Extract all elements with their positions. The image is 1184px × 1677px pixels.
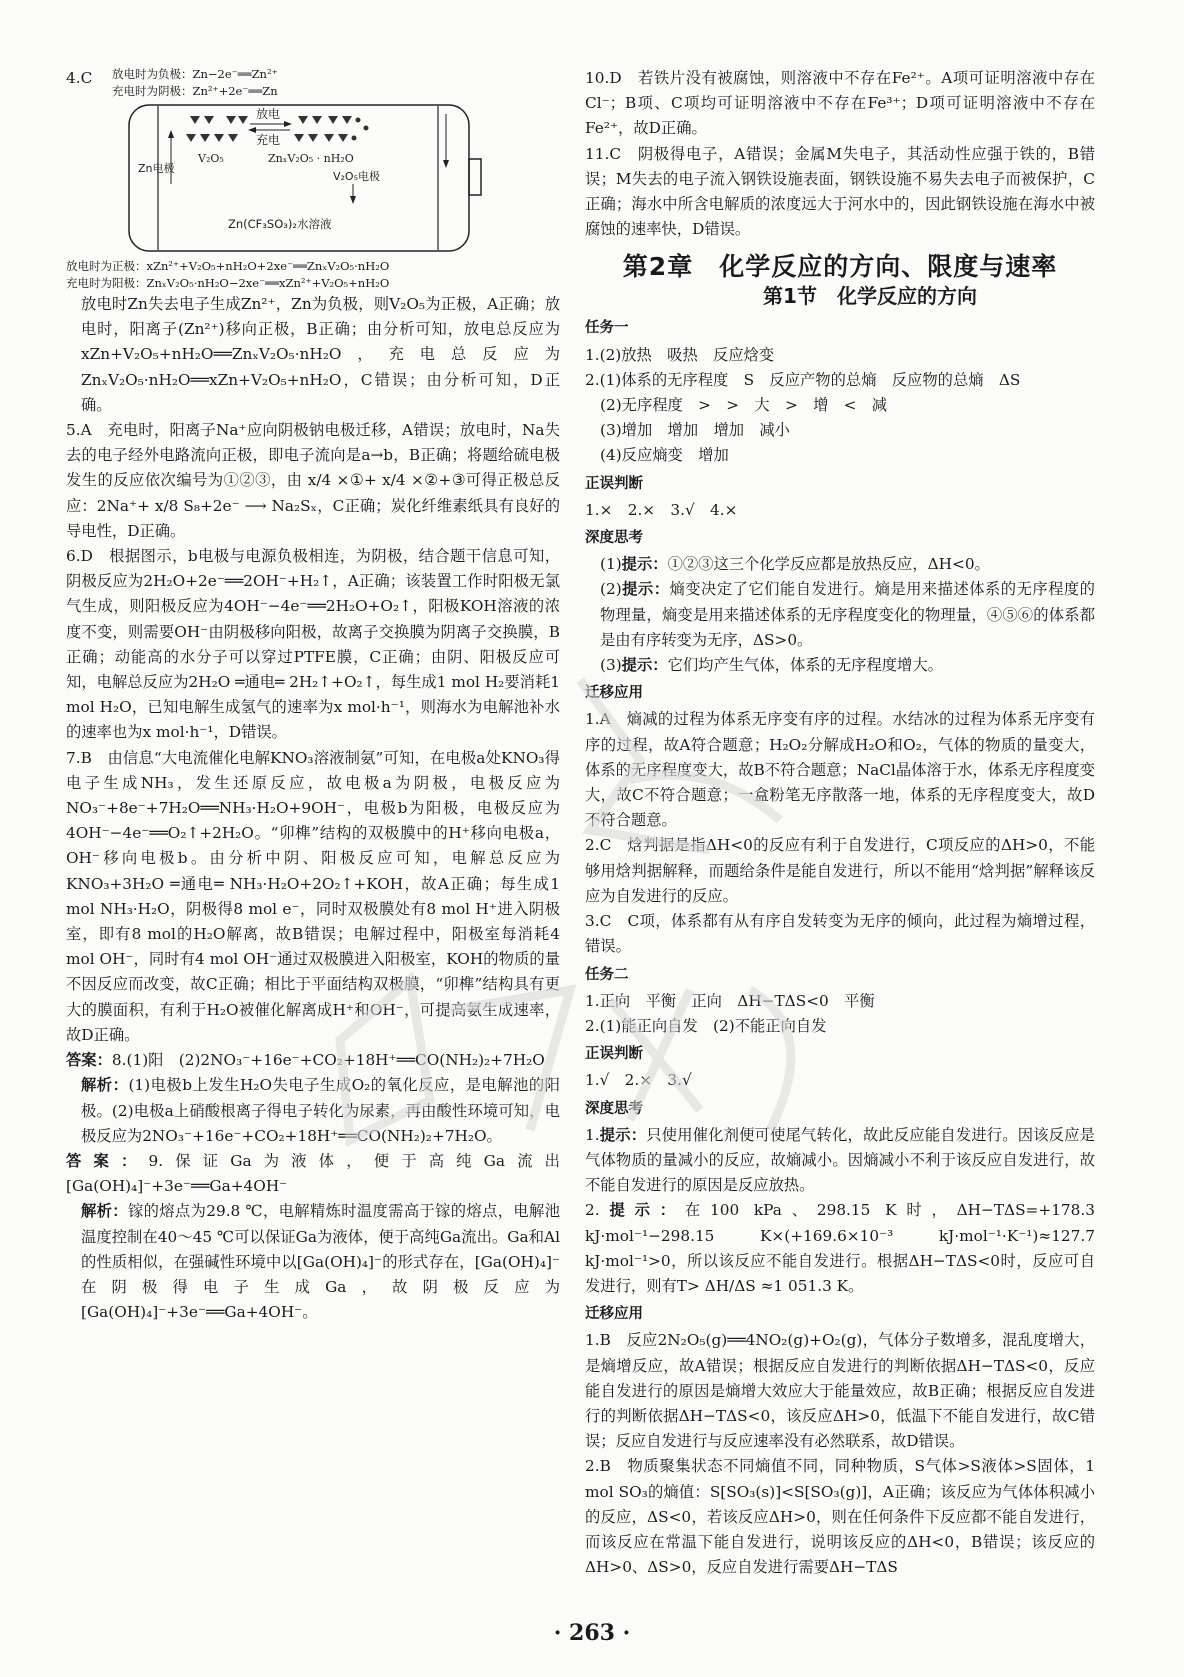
zn-arrow-head (168, 130, 174, 138)
judge1-answers: 1.× 2.× 3.√ 4.× (585, 500, 738, 519)
judge2-heading: 正误判断 (585, 1046, 643, 1063)
deep1-item3 (585, 653, 1095, 678)
q4-header (66, 66, 560, 100)
deep1-item2-text: 熵变决定了它们能自发进行。熵是用来描述体系的无序程度的物理量，熵变是用来描述体系的无序程度变化的物理量，④⑤⑥的体系都是由有序转变为无序，ΔS>0。 (600, 580, 1095, 649)
deep1-item3-hint: 提示： (621, 656, 668, 675)
v2o5-label: V₂O₅ (198, 152, 224, 165)
q8-answer-label: 答案： (66, 1051, 112, 1070)
q4-charge-anode: 充电时为阳极：ZnₓV₂O₅·nH₂O−2xe⁻══xZn²⁺+V₂O₅+nH₂O (66, 276, 390, 290)
v2o5-electrode-label: V₂O₅电极 (333, 170, 381, 183)
deep2-item1 (585, 1123, 1095, 1199)
task1-item2d: (4)反应熵变 增加 (600, 446, 729, 465)
right-wire-arrow-head (443, 160, 449, 168)
q9-explanation (66, 1199, 560, 1325)
znxv2o5-label: ZnₓV₂O₅ · nH₂O (268, 152, 354, 165)
deep2-item2-text: 在100 kPa、298.15 K时，ΔH−TΔS=+178.3 kJ·mol⁻¹−298.15 K×(+169.6×10⁻³ kJ·mol⁻¹·K⁻¹)≈127.7 kJ·mol⁻¹>0，所以该反应不能自发进行。根据ΔH−TΔS<0时，反应可自发进行，则有T> ΔH/ΔS ≈1 051.3 K。 (585, 1201, 1095, 1295)
q4-discharge-negative: 放电时为负极：Zn−2e⁻══Zn²⁺ (112, 67, 278, 81)
deep2-item2-num: 2. (585, 1201, 600, 1220)
q5-answer: 5.A 充电时，阳离子Na⁺应向阴极钠电极迁移，A错误；放电时，Na失去的电子经外电路流向正极，即电子流向是a→b，B正确；将题给硫电极发生的反应依次编号为①②③，由 x/4 ×①+ x/4 ×②+③可得正极总反应：2Na⁺+ x/8 S₈+2e⁻ ⟶ Na₂Sₓ，C正确；炭化纤维素纸具有良好的导电性，D正确。 (66, 421, 560, 540)
judge1-heading: 正误判断 (585, 475, 643, 492)
judge2-answers: 1.√ 2.× 3.√ (585, 1071, 692, 1090)
q9-answer (66, 1149, 576, 1199)
znv2o5-crystals (294, 116, 369, 142)
apply1-item1: 1.A 熵减的过程为体系无序变有序的过程。水结冰的过程为体系无序变有序的过程，故A符合题意；H₂O₂分解成H₂O和O₂，气体的物质的量变大，体系的无序程度变大，故B不符合题意；NaCl晶体溶于水，体系无序程度变大，故C不符合题意；一盒粉笔无序散落一地，体系的无序程度变大，故D不符合题意。 (585, 710, 1095, 830)
task2-heading: 任务二 (585, 966, 629, 983)
page-number: · 263 · (553, 1620, 631, 1646)
q8-answer (66, 1048, 560, 1073)
right-column (585, 66, 1095, 1580)
apply2-item1: 1.B 反应2N₂O₅(g)══4NO₂(g)+O₂(g)，气体分子数增多，混乱度增大，是熵增反应，故A错误；根据反应自发进行的判断依据ΔH−TΔS<0，反应能自发进行的原因是熵增大效应大于能量效应，故B正确；根据反应自发进行的判断依据ΔH−TΔS<0，该反应ΔH>0，低温下不能自发进行，故C错误；反应自发进行与反应速率没有必然联系，故D错误。 (585, 1331, 1095, 1451)
deep1-item1-num: (1) (600, 555, 622, 574)
v2o5-electrode-arrow-head (350, 196, 356, 204)
battery-diagram (128, 104, 488, 254)
task1-item2: 2.(1)体系的无序程度 S 反应产物的总熵 反应物的总熵 ΔS (585, 370, 1021, 389)
discharge-label: 放电 (256, 107, 281, 121)
q4-discharge-positive: 放电时为正极：xZn²⁺+V₂O₅+nH₂O+2xe⁻══ZnₓV₂O₅·nH₂O (66, 259, 390, 273)
section-title: 第1节 化学反应的方向 (763, 284, 977, 309)
q8-answer-text: 8.(1)阳 (2)2NO₃⁻+16e⁻+CO₂+18H⁺══CO(NH₂)₂+7H₂O (111, 1051, 545, 1070)
deep1-item2-hint: 提示： (621, 580, 670, 599)
deep2-heading: 深度思考 (585, 1100, 643, 1117)
apply1-item2: 2.C 焓判据是指ΔH<0的反应有利于自发进行，C项反应的ΔH>0，不能够用焓判据解释，而题给条件是能自发进行，所以不能用“焓判据”解释该反应为自发进行的反应。 (585, 836, 1095, 905)
v2o5-crystals (186, 116, 248, 142)
task1-item2c: (3)增加 增加 增加 减小 (600, 421, 790, 440)
apply2-item2: 2.B 物质聚集状态不同熵值不同，同种物质，S气体>S液体>S固体，1 mol SO₃的熵值：S[SO₃(s)]<S[SO₃(g)]，A正确；该反应为气体体积减小的反应，ΔS<0，若该反应ΔH>0，则在任何条件下反应都不能自发进行，而该反应在常温下能自发进行，说明该反应的ΔH<0，B错误；该反应的ΔH>0、ΔS>0，反应自发进行需要ΔH−TΔS (585, 1457, 1095, 1577)
chapter-title: 第2章 化学反应的方向、限度与速率 (622, 252, 1058, 282)
deep1-item1 (585, 552, 1095, 577)
charge-label: 充电 (256, 133, 281, 147)
q9-answer-label: 答案： (66, 1151, 149, 1170)
page-number-value: 263 (569, 1620, 615, 1646)
charge-arrow-head (248, 127, 256, 133)
q8-explain-text: (1)电极b上发生H₂O失电子生成O₂的氧化反应，是电解池的阳极。(2)电极a上硝酸根离子得电子转化为尿素，再由酸性环境可知，电极反应为2NO₃⁻+16e⁻+CO₂+18H⁺══CO(NH₂)₂+7H₂O。 (81, 1076, 560, 1145)
apply1-heading: 迁移应用 (585, 685, 643, 702)
q11-answer: 11.C 阴极得电子，A错误；金属M失电子，其活动性应强于铁的，B错误；M失去的电子流入钢铁设施表面，钢铁设施不易失去电子而被保护，C正确；海水中所含电解质的浓度远大于河水中的，因此钢铁设施在海水中被腐蚀的速率快，D错误。 (585, 144, 1095, 239)
q10-answer: 10.D 若铁片没有被腐蚀，则溶液中不存在Fe²⁺。A项可证明溶液中存在Cl⁻；B项、C项均可证明溶液中不存在Fe³⁺；D项可证明溶液中不存在Fe²⁺，故D正确。 (585, 69, 1095, 138)
deep1-item1-text: ①②③这三个化学反应都是放热反应，ΔH<0。 (667, 555, 990, 574)
task1-item2b: (2)无序程度 > > 大 > 增 < 减 (600, 396, 888, 415)
deep2-item2-hint: 提示： (599, 1201, 685, 1220)
q6-answer: 6.D 根据图示，b电极与电源负极相连，为阴极，结合题干信息可知，阴极反应为2H₂O+2e⁻══2OH⁻+H₂↑，A正确；该装置工作时阳极无氯气生成，则阳极反应为4OH⁻−4e⁻══2H₂O+O₂↑，阳极KOH溶液的浓度不变，则需要OH⁻由阴极移向阳极，故离子交换膜为阴离子交换膜，B正确；动能高的水分子可以穿过PTFE膜，C正确；由阴、阳极反应可知，电解总反应为2H₂O ═通电═ 2H₂↑+O₂↑，每生成1 mol H₂要消耗1 mol H₂O，已知电解生成氢气的速率为x mol·h⁻¹，则海水为电解池补水的速率也为x mol·h⁻¹，D错误。 (66, 547, 560, 742)
q8-explain-label: 解析： (81, 1076, 129, 1095)
battery-terminal (469, 159, 481, 195)
solution-label: Zn(CF₃SO₃)₂水溶液 (228, 217, 332, 231)
apply2-heading: 迁移应用 (585, 1306, 643, 1323)
deep2-item1-hint: 提示： (599, 1125, 647, 1144)
apply1-item3: 3.C C项，体系都有从有序自发转变为无序的倾向，此过程为熵增过程，错误。 (585, 912, 1095, 956)
zn-electrode-label: Zn电极 (138, 162, 175, 175)
q4-number: 4.C (66, 69, 93, 87)
left-column (66, 66, 576, 1325)
deep2-item1-num: 1. (585, 1125, 600, 1144)
q9-answer-text: 9.保证Ga为液体，便于高纯Ga流出 [Ga(OH)₄]⁻+3e⁻══Ga+4OH⁻ (66, 1151, 576, 1196)
q9-explain-text: 镓的熔点为29.8 ℃，电解精炼时温度需高于镓的熔点，电解池温度控制在40～45 ℃可以保证Ga为液体，便于高纯Ga流出。Ga和Al的性质相似，在强碱性环境中以[Ga(OH)₄]⁻的形式存在，[Ga(OH)₄]⁻在阴极得电子生成Ga，故阴极反应为[Ga(OH)₄]⁻+3e⁻══Ga+4OH⁻。 (81, 1202, 560, 1322)
task2-item2: 2.(1)能正向自发 (2)不能正向自发 (585, 1016, 827, 1035)
task1-item1: 1.(2)放热 吸热 反应焓变 (585, 345, 775, 364)
q9-explain-label: 解析： (81, 1202, 128, 1221)
q8-explanation (66, 1073, 560, 1149)
deep2-item2 (585, 1198, 1095, 1299)
deep1-item3-num: (3) (600, 656, 622, 675)
task1-heading: 任务一 (585, 320, 629, 337)
deep1-item2 (585, 577, 1095, 653)
q4-explanation: 放电时Zn失去电子生成Zn²⁺，Zn为负极，则V₂O₅为正极，A正确；放电时，阳离子(Zn²⁺)移向正极，B正确；由分析可知，放电总反应为xZn+V₂O₅+nH₂O══ZnₓV₂O₅·nH₂O，充电总反应为ZnₓV₂O₅·nH₂O══xZn+V₂O₅+nH₂O，C错误；由分析可知，D正确。 (81, 295, 560, 414)
deep1-item1-hint: 提示： (621, 555, 668, 574)
q4-charge-cathode: 充电时为阴极：Zn²⁺+2e⁻══Zn (112, 84, 278, 98)
deep1-item2-num: (2) (600, 580, 622, 599)
q7-answer: 7.B 由信息“大电流催化电解KNO₃溶液制氨”可知，在电极a处KNO₃得电子生成NH₃，发生还原反应，故电极a为阴极，电极反应为NO₃⁻+8e⁻+7H₂O══NH₃·H₂O+9OH⁻，电极b为阳极，电极反应为4OH⁻−4e⁻══O₂↑+2H₂O。“卯榫”结构的双极膜中的H⁺移向电极a，OH⁻移向电极b。由分析中阴、阳极反应可知，电解总反应为KNO₃+3H₂O ═通电═ NH₃·H₂O+2O₂↑+KOH，故A正确；每生成1 mol NH₃·H₂O，阴极得8 mol e⁻，同时双极膜处有8 mol H⁺进入阴极室，即有8 mol的H₂O解离，故B错误；电解过程中，阳极室每消耗4 mol OH⁻，同时有4 mol OH⁻通过双极膜进入阳极室，KOH的物质的量不因反应而改变，故C正确；相比于平面结构双极膜，“卯榫”结构具有更大的膜面积，有利于H₂O被催化解离成H⁺和OH⁻，可提高氨生成速率，故D正确。 (66, 748, 560, 1044)
deep2-item1-text: 只使用催化剂便可使尾气转化，故此反应能自发进行。因该反应是气体物质的量减小的反应，故熵减小。因熵减小不利于该反应自发进行，故不能自发进行的原因是反应放热。 (585, 1125, 1095, 1195)
deep1-item3-text: 它们均产生气体，体系的无序程度增大。 (667, 656, 943, 675)
deep1-heading: 深度思考 (585, 530, 643, 547)
task2-item1: 1.正向 平衡 正向 ΔH−TΔS<0 平衡 (585, 991, 875, 1010)
discharge-arrow-head (284, 121, 292, 127)
